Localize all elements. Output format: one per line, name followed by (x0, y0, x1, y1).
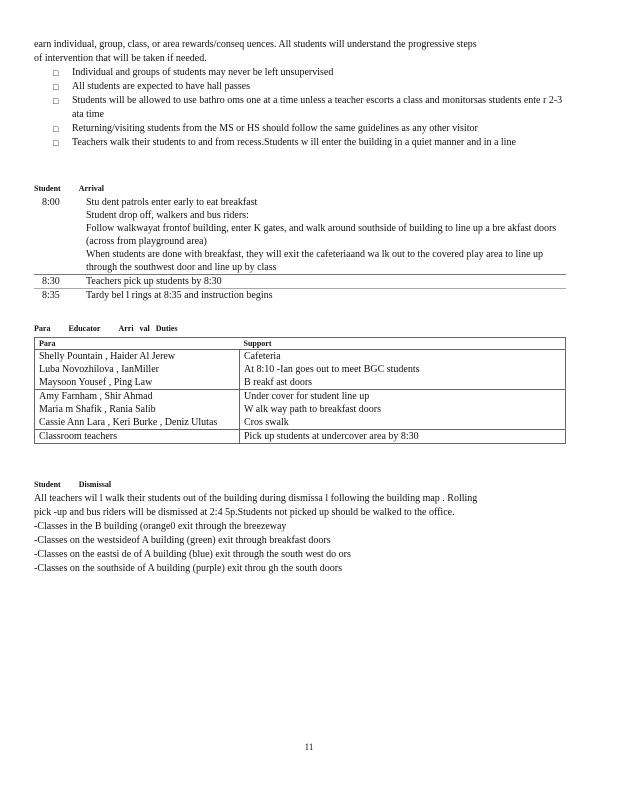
duties-row: Shelly Pountain , Haider Al Jerew Luba Novozhilova , IanMiller Maysoon Yousef , Ping Law Cafeteria At 8:10 -Ian goes out to meet BGC students B reakf ast doors (35, 350, 566, 390)
bullet-item: □ All students are expected to have hall passes (53, 81, 250, 92)
duties-row: Amy Farnham , Shir Ahmad Maria m Shafik , Rania Salib Cassie Ann Lara , Keri Burke , Deniz Ulutas Under cover for student line up W alk way path to breakfast doors Cros swalk (35, 390, 566, 430)
dismissal-class-item: -Classes on the westsideof A building (green) exit through breakfast doors (34, 535, 331, 546)
duties-header-row (35, 338, 566, 350)
dismissal-section (34, 480, 566, 576)
intro-line-1: earn individual, group, class, or area rewards/conseq uences. All students will understand the progressive steps (34, 39, 477, 50)
col-header-para: Para (35, 338, 240, 350)
checkbox-bullet-icon: □ (53, 82, 59, 92)
arrival-row: 8:30 Teachers pick up students by 8:30 (34, 275, 566, 289)
bullet-item: □ Returning/visiting students from the MS or HS should follow the same guidelines as any other visitor (53, 123, 478, 134)
dismissal-class-item: -Classes in the B building (orange0 exit through the breezeway (34, 521, 287, 532)
arrival-row: 8:00 Stu dent patrols enter early to eat breakfast (42, 197, 258, 208)
dismissal-class-item: -Classes on the southside of A building (purple) exit throu gh the south doors (34, 563, 343, 574)
checkbox-bullet-icon: □ (53, 124, 59, 134)
dismissal-paragraph-line-2: pick -up and bus riders will be dismissed at 2:4 5p.Students not picked up should be walked to the office. (34, 507, 455, 518)
dismissal-class-item: -Classes on the eastsi de of A building (blue) exit through the south west do ors (34, 549, 351, 560)
arrival-table (34, 196, 566, 302)
arrival-row: Follow walkwayat frontof building, enter K gates, and walk around southside of building to line up a bre akfast doors (across from playground area) (86, 223, 557, 247)
arrival-row: Student drop off, walkers and bus riders: (86, 210, 249, 221)
bullet-item: □ Individual and groups of students may never be left unsupervised (53, 67, 334, 78)
intro-line-2: of intervention that will be taken if needed. (34, 53, 207, 64)
arrival-heading: Student Arrival (34, 184, 105, 193)
duties-row: Classroom teachers Pick up students at undercover area by 8:30 (35, 430, 566, 444)
duties-section (34, 324, 566, 444)
col-header-support: Support (240, 338, 566, 350)
checkbox-bullet-icon: □ (53, 68, 59, 78)
intro-bullet-list (34, 66, 566, 150)
bullet-item: □ Students will be allowed to use bathro oms one at a time unless a teacher escorts a class and monitorsas students ente r 2-3 ata time (53, 95, 563, 120)
checkbox-bullet-icon: □ (53, 96, 59, 106)
bullet-item: □ Teachers walk their students to and from recess.Students w ill enter the building in a quiet manner and in a line (53, 137, 516, 148)
checkbox-bullet-icon: □ (53, 138, 59, 148)
arrival-row: 8:35 Tardy bel l rings at 8:35 and instruction begins (34, 289, 566, 303)
page-number: 11 (304, 742, 314, 752)
arrival-row: When students are done with breakfast, they will exit the cafeteriaand wa lk out to the covered play area to line up through the southwest door and line up by class (86, 249, 544, 273)
intro-section (34, 38, 566, 150)
duties-table (34, 337, 566, 444)
duties-heading: Para Educator Arri val Duties (34, 324, 178, 333)
arrival-section (34, 184, 566, 302)
dismissal-heading: Student Dismissal (34, 480, 112, 489)
dismissal-paragraph-line-1: All teachers wil l walk their students out of the building during dismissa l following the building map . Rolling (34, 493, 478, 504)
